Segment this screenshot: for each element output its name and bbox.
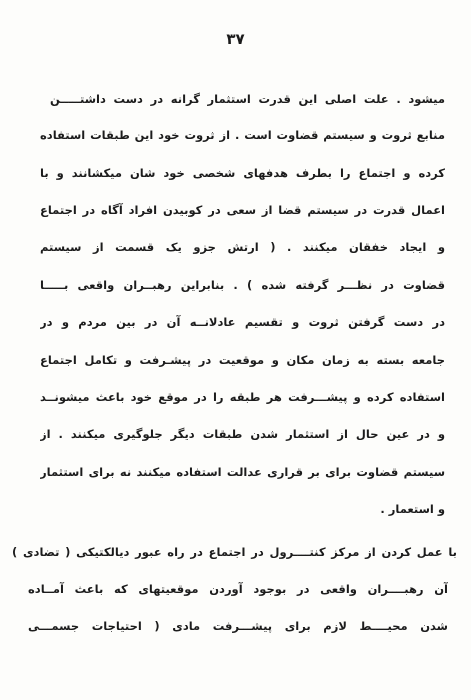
text-line: اعمال قدرت در سیستم قضا از سعی در کوبیدن افراد آگاه در اجتماع [40, 203, 445, 217]
text-line: میشود . علت اصلی این قدرت استثمار گرانه در دست داشتـــــن [50, 92, 445, 106]
text-line: و در عین حال از استثمار شدن طبقات دیگر جلوگیری میکنند . از [40, 427, 445, 441]
text-line: و ایجاد خفقان میکنند . ( ارتش جزو یک قسمت از سیستم [40, 240, 445, 254]
text-line: منابع ثروت و سیستم قضاوت است . از ثروت خود این طبقات استفاده [40, 128, 445, 142]
text-line: در دست گرفتن ثروت و تقسیم عادلانــه آن در بین مردم و در [40, 315, 445, 329]
text-line: و استعمار . [380, 502, 445, 516]
text-line: با عمل کردن از مرکز کنتــــرول در اجتماع در راه عبور دیالکتیکی ( تضادی ) [12, 545, 457, 559]
text-line: جامعه بسته به زمان مکان و موقعیت در پیشـرفت و تکامل اجتماع [40, 353, 445, 367]
text-line: استفاده کرده و پیشـــرفت هر طبقه را در موقع خود باعث میشونــد [40, 390, 445, 404]
text-line: قضاوت در نظـــر گرفته شده ) . بنابراین رهبــران واقعی بـــــا [40, 278, 445, 292]
text-line: کرده و اجتماع را بطرف هدفهای شخصی خود شان میکشانند و با [40, 166, 445, 180]
text-line: سیستم قضاوت برای بر قراری عدالت استفاده میکنند نه برای استثمار [40, 465, 445, 479]
text-line: آن رهبــــران واقعی در بوجود آوردن موقعیتهای که باعث آمــاده [28, 582, 448, 596]
page-number: ۳۷ [226, 30, 245, 48]
text-line: شدن محیــــط لازم برای پیشـــرفت مادی ( احتیاجات جسمـــی [28, 619, 448, 633]
